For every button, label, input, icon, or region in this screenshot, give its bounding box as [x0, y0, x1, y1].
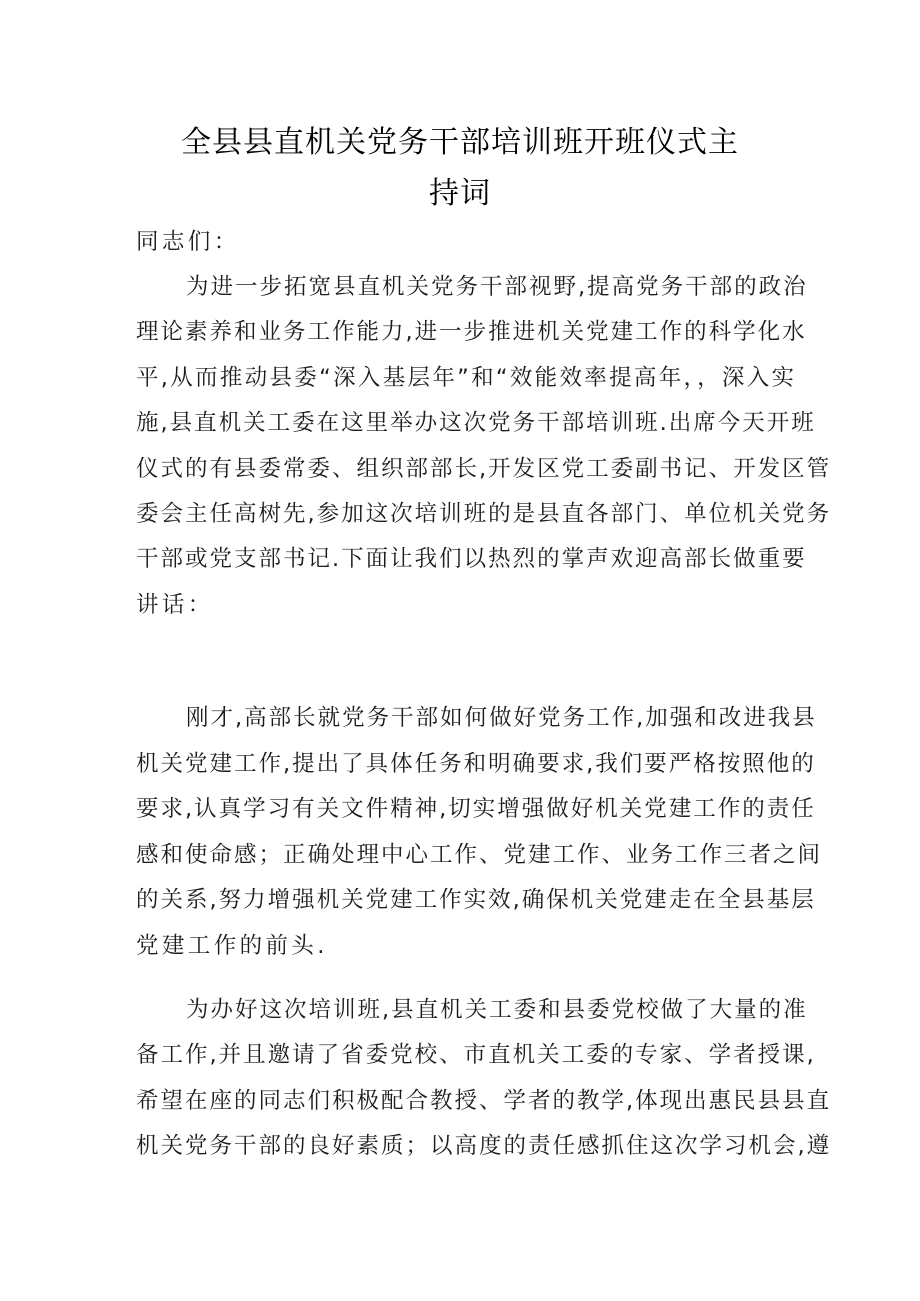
salutation: 同志们： [136, 229, 240, 255]
paragraph-1-line: 委会主任高树先,参加这次培训班的是县直各部门、单位机关党务 [136, 501, 832, 527]
paragraph-1-line: 仪式的有县委常委、组织部部长,开发区党工委副书记、开发区管 [136, 456, 832, 482]
paragraph-2-line: 感和使命感；正确处理中心工作、党建工作、业务工作三者之间 [136, 842, 823, 868]
paragraph-2-line: 要求,认真学习有关文件精神,切实增强做好机关党建工作的责任 [136, 796, 816, 822]
paragraph-3-line: 备工作,并且邀请了省委党校、市直机关工委的专家、学者授课, [136, 1042, 816, 1068]
paragraph-1-line: 施,县直机关工委在这里举办这次党务干部培训班.出席今天开班 [136, 410, 816, 436]
paragraph-3-line: 希望在座的同志们积极配合教授、学者的教学,体现出惠民县县直 [136, 1088, 832, 1114]
paragraph-1-line: 理论素养和业务工作能力,进一步推进机关党建工作的科学化水 [136, 319, 807, 345]
paragraph-1-line: 平,从而推动县委“深入基层年”和“效能效率提高年，，深入实 [136, 365, 796, 391]
paragraph-2-line: 机关党建工作,提出了具体任务和明确要求,我们要严格按照他的 [136, 751, 816, 777]
document-title-line-2: 持词 [429, 176, 491, 211]
paragraph-2-line: 党建工作的前头. [136, 933, 328, 959]
paragraph-3-line: 为办好这次培训班,县直机关工委和县委党校做了大量的准 [186, 997, 808, 1023]
paragraph-3-line: 机关党务干部的良好素质；以高度的责任感抓住这次学习机会,遵 [136, 1133, 832, 1159]
paragraph-1-line: 讲话： [136, 592, 214, 618]
paragraph-2-line: 的关系,努力增强机关党建工作实效,确保机关党建走在全县基层 [136, 887, 816, 913]
document-title-line-1: 全县县直机关党务干部培训班开班仪式主 [181, 125, 739, 160]
paragraph-1-line: 为进一步拓宽县直机关党务干部视野,提高党务干部的政治 [186, 274, 808, 300]
paragraph-2-line: 刚才,高部长就党务干部如何做好党务工作,加强和改进我县 [186, 705, 817, 731]
paragraph-1-line: 干部或党支部书记.下面让我们以热烈的掌声欢迎高部长做重要 [136, 546, 807, 572]
